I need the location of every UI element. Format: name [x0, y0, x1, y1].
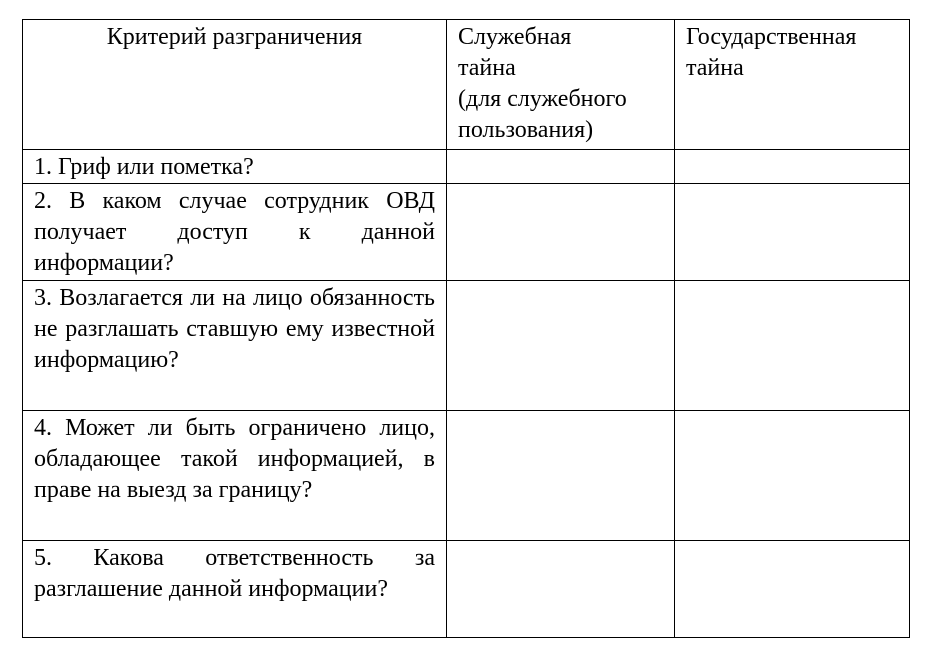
row-5-state-secret-cell — [675, 541, 910, 638]
header-service-secret-line-2: тайна — [458, 55, 516, 81]
table-row — [23, 150, 910, 184]
table-row — [23, 411, 910, 541]
row-4-service-secret-cell — [447, 411, 675, 541]
header-state-secret-line-2: тайна — [686, 55, 744, 81]
table-row — [23, 541, 910, 638]
row-1-service-secret-cell — [447, 150, 675, 184]
row-1-state-secret-cell — [675, 150, 910, 184]
row-4-state-secret-cell — [675, 411, 910, 541]
row-5-service-secret-cell — [447, 541, 675, 638]
table-row — [23, 281, 910, 411]
header-state-secret-line-1: Государственная — [686, 24, 857, 50]
header-service-secret-line-1: Служебная — [458, 24, 572, 50]
header-criterion-text: Критерий разграничения — [106, 24, 363, 50]
table-row — [23, 184, 910, 281]
header-state-secret — [675, 20, 910, 150]
header-criterion — [23, 20, 447, 150]
criteria-comparison-table — [22, 19, 910, 638]
row-3-criterion: 3. Возлагается ли на лицо обязанность не разглашать ставшую ему известной информацию? — [23, 281, 447, 411]
row-3-state-secret-cell — [675, 281, 910, 411]
row-3-service-secret-cell — [447, 281, 675, 411]
table-header-row — [23, 20, 910, 150]
row-2-criterion: 2. В каком случае сотрудник ОВД получает доступ к данной информации? — [23, 184, 447, 281]
header-service-secret — [447, 20, 675, 150]
row-2-state-secret-cell — [675, 184, 910, 281]
row-1-criterion: 1. Гриф или пометка? — [23, 150, 447, 184]
row-2-service-secret-cell — [447, 184, 675, 281]
header-service-secret-line-4: пользования) — [458, 117, 594, 143]
header-service-secret-line-3: (для служебного — [458, 86, 627, 112]
row-5-criterion: 5. Какова ответственность за разглашение данной информации? — [23, 541, 447, 638]
row-4-criterion: 4. Может ли быть ограничено лицо, обладающее такой информацией, в праве на выезд за границу? — [23, 411, 447, 541]
